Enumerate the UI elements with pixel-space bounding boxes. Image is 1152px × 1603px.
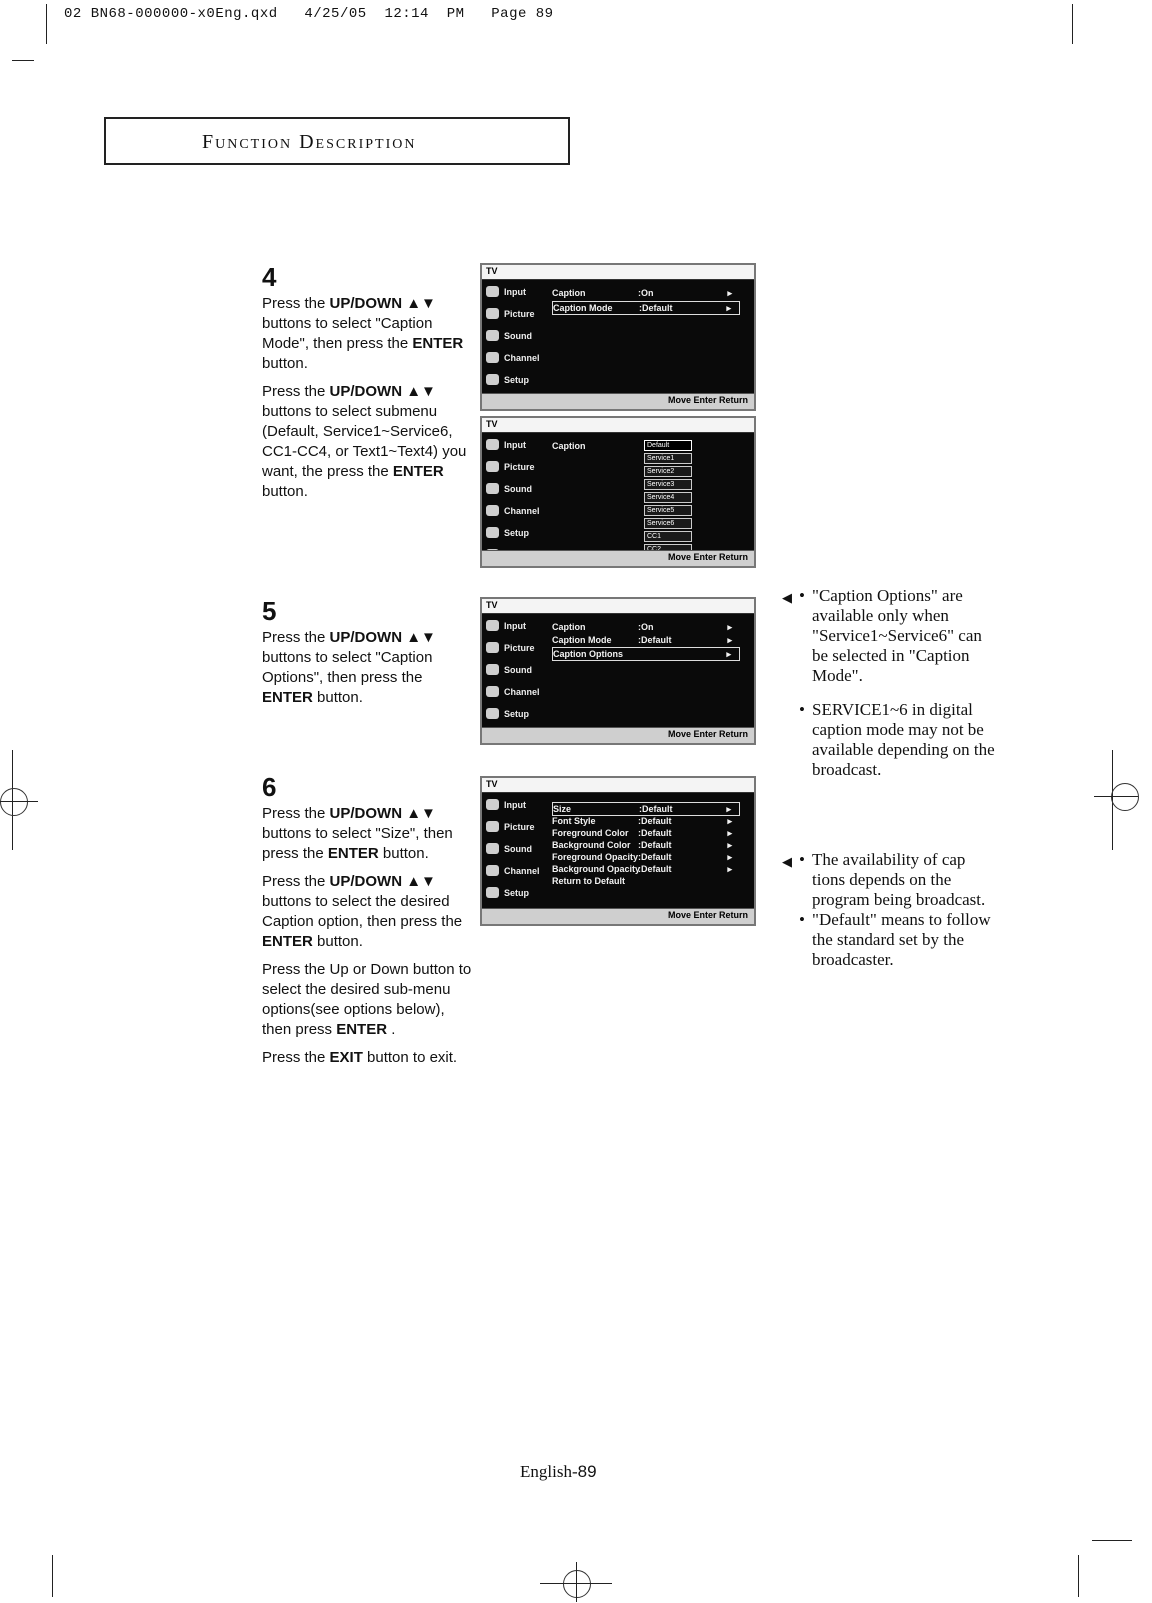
step-number: 6 <box>262 772 277 802</box>
osd-menu-input: Input <box>482 434 546 456</box>
osd-menu-channel: Channel <box>482 681 546 703</box>
section-title-box <box>104 117 570 165</box>
page-footer <box>520 1462 597 1482</box>
osd-submenu-item: CC1 <box>644 531 692 542</box>
osd-row: Caption <box>552 441 586 451</box>
osd-row-selected: Size :Default ▸ <box>552 802 740 816</box>
osd-menu-picture: Picture <box>482 637 546 659</box>
osd-screenshot-caption-mode: TV Input Picture Sound Channel Setup Caption :On ▸ Caption Mode :Default ▸ Move Enter Return <box>480 263 756 411</box>
osd-row-selected: Caption Options ▸ <box>552 647 740 661</box>
osd-menu-channel: Channel <box>482 500 546 522</box>
osd-submenu-item: Default <box>644 440 692 451</box>
osd-bottom-hint: Move Enter Return <box>667 910 748 920</box>
osd-menu-sound: Sound <box>482 838 546 860</box>
step-paragraph: Press the UP/DOWN ▲▼ buttons to select the desired Caption option, then press the ENTER button. <box>262 873 463 950</box>
osd-side-menu <box>482 434 546 550</box>
note-item: • SERVICE1~6 in digital caption mode may not be available depending on the broadcast. <box>799 700 995 779</box>
osd-submenu-item: Service2 <box>644 466 692 477</box>
osd-screenshot-caption-options: TV Input Picture Sound Channel Setup Caption :On ▸ Caption Mode :Default ▸ Caption Options ▸ Move Enter Return <box>480 597 756 745</box>
step-paragraph: Press the Up or Down button to select the desired sub-menu options(see options below), then press ENTER . <box>262 961 472 1038</box>
osd-bottom-hint: Move Enter Return <box>667 395 748 405</box>
step-number: 4 <box>262 262 277 292</box>
osd-menu-input: Input <box>482 281 546 303</box>
step-paragraph: Press the UP/DOWN ▲▼ buttons to select submenu (Default, Service1~Service6, CC1-CC4, or Text1~Text4) you want, the press the ENTER button. <box>262 383 467 500</box>
osd-row: Foreground Color :Default ▸ <box>552 828 732 838</box>
note-triangle-icon: ◀ <box>782 590 792 605</box>
osd-menu-setup: Setup <box>482 703 546 725</box>
osd-bottom-hint: Move Enter Return <box>667 552 748 562</box>
osd-menu-setup: Setup <box>482 522 546 544</box>
footer-language: English- <box>520 1462 578 1481</box>
osd-menu-channel: Channel <box>482 860 546 882</box>
osd-row: Background Opacity :Default ▸ <box>552 864 732 874</box>
note-item: • "Default" means to follow the standard set by the broadcaster. <box>799 910 991 969</box>
osd-row: Caption Mode :Default ▸ <box>552 635 732 645</box>
osd-row: Caption :On ▸ <box>552 622 732 632</box>
osd-screenshot-caption-submenu: TV Input Picture Sound Channel Setup Caption Default Service1 Service2 Service3 Service4 Service5 Service6 CC1 Move Enter Return <box>480 416 756 568</box>
step-number: 5 <box>262 596 277 626</box>
osd-submenu-item: Service6 <box>644 518 692 529</box>
note-item: • The availability of cap tions depends on the program being broadcast. <box>799 850 986 909</box>
step-paragraph: Press the UP/DOWN ▲▼ buttons to select "Size", then press the ENTER button. <box>262 805 453 862</box>
print-slug: 02 BN68-000000-x0Eng.qxd 4/25/05 12:14 PM Page 89 <box>64 6 554 22</box>
osd-side-menu <box>482 281 546 393</box>
osd-menu-setup: Setup <box>482 882 546 904</box>
osd-bottom-hint: Move Enter Return <box>667 729 748 739</box>
osd-row: Font Style :Default ▸ <box>552 816 732 826</box>
side-note-caption-options <box>782 586 1002 794</box>
note-triangle-icon: ◀ <box>782 854 792 869</box>
osd-submenu-item: Service4 <box>644 492 692 503</box>
page-number: 89 <box>577 1462 597 1481</box>
step-paragraph: Press the UP/DOWN ▲▼ buttons to select "Caption Options", then press the ENTER button. <box>262 629 436 706</box>
step-6 <box>262 772 472 1076</box>
osd-side-menu <box>482 794 546 908</box>
osd-submenu-item: Service3 <box>644 479 692 490</box>
step-4 <box>262 262 472 510</box>
osd-row: Foreground Opacity :Default ▸ <box>552 852 732 862</box>
osd-menu-setup: Setup <box>482 369 546 391</box>
osd-menu-input: Input <box>482 615 546 637</box>
osd-menu-channel: Channel <box>482 347 546 369</box>
osd-row-selected: Caption Mode :Default ▸ <box>552 301 740 315</box>
osd-menu-sound: Sound <box>482 325 546 347</box>
step-paragraph: Press the EXIT button to exit. <box>262 1049 458 1066</box>
osd-submenu-item: Service1 <box>644 453 692 464</box>
osd-side-menu <box>482 615 546 727</box>
osd-menu-input: Input <box>482 794 546 816</box>
osd-row: Return to Default <box>552 876 625 886</box>
osd-screenshot-caption-size: TV Input Picture Sound Channel Setup Size :Default ▸ Font Style :Default ▸ Foreground Color :Default ▸ Background Color :Default ▸ Foreground Opacity :Default ▸ Background Opacity :Default ▸ Return to Default Move Enter Return <box>480 776 756 926</box>
osd-menu-sound: Sound <box>482 659 546 681</box>
step-paragraph: Press the UP/DOWN ▲▼ buttons to select "Caption Mode", then press the ENTER button. <box>262 295 464 372</box>
note-item: • "Caption Options" are available only when "Service1~Service6" can be selected in "Caption Mode". <box>799 586 982 685</box>
osd-row: Caption :On ▸ <box>552 288 732 298</box>
osd-menu-picture: Picture <box>482 816 546 838</box>
osd-submenu-item: Service5 <box>644 505 692 516</box>
osd-menu-sound: Sound <box>482 478 546 500</box>
osd-menu-picture: Picture <box>482 303 546 325</box>
side-note-caption-availability <box>782 850 1002 984</box>
osd-submenu-list <box>644 440 692 557</box>
osd-row: Background Color :Default ▸ <box>552 840 732 850</box>
step-5 <box>262 596 472 716</box>
osd-menu-picture: Picture <box>482 456 546 478</box>
section-title: Function Description <box>202 131 417 153</box>
